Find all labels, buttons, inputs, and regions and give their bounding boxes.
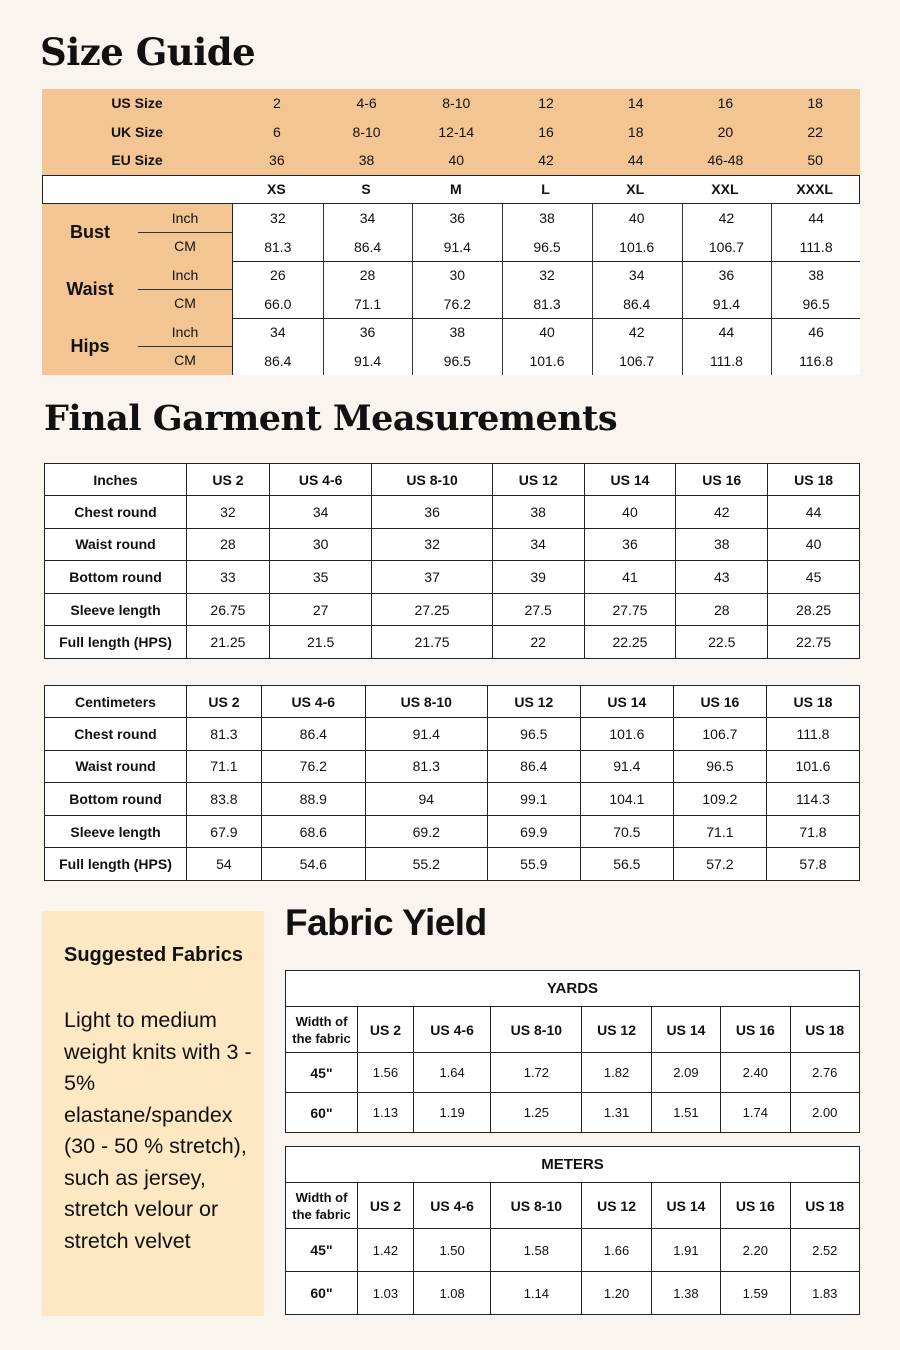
value-cell: 76.2 — [261, 750, 365, 783]
column-divider — [502, 318, 503, 375]
value-cell: 34 — [269, 496, 372, 529]
measurement-inch-cell: 36 — [359, 324, 376, 340]
size-conversion-cell: 2 — [272, 95, 281, 111]
size-header: US 14 — [651, 1183, 720, 1229]
column-divider — [771, 204, 772, 261]
table-row — [45, 561, 860, 594]
yield-cell: 1.64 — [413, 1053, 491, 1093]
width-header — [286, 1183, 358, 1229]
measurement-label-cell — [42, 261, 232, 318]
value-cell: 54.6 — [261, 848, 365, 881]
measurement-inch-cell: 34 — [359, 210, 376, 226]
size-system-label: UK Size — [110, 123, 164, 140]
measurement-inch-cell: 40 — [628, 210, 645, 226]
size-guide-table — [42, 89, 860, 375]
size-conversion-cell: 46-48 — [707, 152, 744, 168]
row-label: Chest round — [45, 718, 187, 751]
size-conversion-cell: 40 — [448, 152, 465, 168]
value-cell: 22 — [492, 626, 584, 659]
unit-caption: YARDS — [286, 971, 860, 1007]
table-row — [45, 848, 860, 881]
yield-cell: 1.58 — [491, 1229, 582, 1272]
size-header: US 12 — [582, 1007, 651, 1053]
row-label: Bottom round — [45, 561, 187, 594]
yield-cell: 1.08 — [413, 1272, 491, 1315]
unit-cm-label: CM — [174, 295, 196, 311]
header-row — [286, 1183, 860, 1229]
column-divider — [323, 204, 324, 261]
size-header: US 8-10 — [372, 464, 492, 496]
unit-caption: METERS — [286, 1147, 860, 1183]
yield-cell: 1.19 — [413, 1093, 491, 1133]
fabric-yield-meters-table — [285, 1146, 860, 1315]
yield-cell: 1.74 — [721, 1093, 790, 1133]
size-conversion-cell: 50 — [807, 152, 823, 168]
yield-cell: 1.50 — [413, 1229, 491, 1272]
column-divider — [592, 261, 593, 318]
yield-cell: 1.72 — [491, 1053, 582, 1093]
final-measurements-title: Final Garment Measurements — [44, 398, 618, 439]
size-header: US 2 — [187, 464, 270, 496]
body-measurements — [42, 204, 860, 375]
column-divider — [502, 204, 503, 261]
measurement-inch-cell: 34 — [628, 267, 645, 283]
value-cell: 40 — [768, 528, 860, 561]
value-cell: 21.5 — [269, 626, 372, 659]
value-cell: 39 — [492, 561, 584, 594]
size-header: US 18 — [790, 1183, 859, 1229]
column-divider — [412, 318, 413, 375]
column-divider — [323, 318, 324, 375]
letter-size-cell: XS — [267, 181, 286, 197]
size-conversion-cell: 18 — [627, 123, 644, 140]
value-cell: 38 — [676, 528, 768, 561]
value-cell: 28 — [187, 528, 270, 561]
measurement-inch-cell: 32 — [539, 267, 555, 283]
measurement-cm-cell: 71.1 — [353, 295, 382, 312]
yield-cell: 1.91 — [651, 1229, 720, 1272]
value-cell: 114.3 — [766, 783, 859, 816]
header-row — [45, 686, 860, 718]
fabric-width-label: 60" — [286, 1093, 358, 1133]
value-cell: 38 — [492, 496, 584, 529]
measurement-cm-cell: 101.6 — [619, 238, 655, 255]
size-header: US 8-10 — [491, 1183, 582, 1229]
size-system-label: EU Size — [111, 152, 163, 168]
size-header: US 12 — [582, 1183, 651, 1229]
letter-size-cell: L — [541, 181, 550, 197]
size-guide-title: Size Guide — [40, 30, 256, 74]
measurement-inch-cell: 44 — [808, 210, 824, 226]
fabric-width-label: 60" — [286, 1272, 358, 1315]
measurement-cm-cell: 86.4 — [623, 295, 651, 312]
yield-cell: 1.66 — [582, 1229, 651, 1272]
size-header: US 4-6 — [413, 1007, 491, 1053]
width-label-line2: the fabric — [292, 1030, 351, 1046]
measurement-cm-cell: 86.4 — [353, 238, 382, 255]
value-cell: 111.8 — [766, 718, 859, 751]
table-row — [45, 496, 860, 529]
measurement-inch-cell: 46 — [808, 324, 824, 340]
yield-cell: 1.38 — [651, 1272, 720, 1315]
size-header: US 14 — [580, 686, 673, 718]
measurement-inch-cell: 38 — [808, 267, 824, 283]
value-cell: 94 — [365, 783, 487, 816]
measurement-inch-cell: 40 — [539, 324, 555, 340]
value-cell: 86.4 — [487, 750, 580, 783]
yield-cell: 1.25 — [491, 1093, 582, 1133]
measurement-inch-cell: 38 — [539, 210, 555, 226]
garment-measurements-cm-table — [44, 685, 860, 881]
measurement-inch-cell: 30 — [449, 267, 466, 283]
size-conversion-cell: 18 — [807, 95, 823, 111]
measurement-inch-cell: 38 — [449, 324, 466, 340]
size-header: US 8-10 — [491, 1007, 582, 1053]
caption-row — [286, 1147, 860, 1183]
column-divider — [771, 318, 772, 375]
unit-cm-label: CM — [174, 352, 196, 368]
size-conversion-cell: 22 — [807, 123, 823, 140]
row-label: Waist round — [45, 528, 187, 561]
value-cell: 27.75 — [584, 593, 676, 626]
value-cell: 106.7 — [673, 718, 766, 751]
value-cell: 68.6 — [261, 815, 365, 848]
value-cell: 33 — [187, 561, 270, 594]
measurement-values — [232, 261, 860, 318]
size-header: US 12 — [492, 464, 584, 496]
value-cell: 104.1 — [580, 783, 673, 816]
yield-cell: 1.42 — [358, 1229, 414, 1272]
measurement-inch-cell: 34 — [270, 324, 286, 340]
size-conversion-cell: 16 — [717, 95, 734, 111]
garment-measurements-inches-table — [44, 463, 860, 659]
yield-cell: 2.76 — [790, 1053, 859, 1093]
value-cell: 21.75 — [372, 626, 492, 659]
value-cell: 67.9 — [187, 815, 262, 848]
row-label: Chest round — [45, 496, 187, 529]
value-cell: 86.4 — [261, 718, 365, 751]
column-divider — [682, 204, 683, 261]
suggested-fabrics-title: Suggested Fabrics — [64, 944, 243, 966]
yield-cell: 1.20 — [582, 1272, 651, 1315]
size-conversion-cell: 12 — [538, 95, 554, 111]
yield-cell: 1.14 — [491, 1272, 582, 1315]
size-conversion-cell: 20 — [717, 123, 734, 140]
width-label-line1: Width of — [295, 1013, 348, 1029]
measurement-cm-cell: 76.2 — [443, 295, 471, 312]
table-row — [286, 1053, 860, 1093]
value-cell: 56.5 — [580, 848, 673, 881]
letter-size-cell: M — [449, 181, 462, 197]
size-conversion-cell: 38 — [358, 152, 375, 168]
row-label: Bottom round — [45, 783, 187, 816]
table-row — [286, 1229, 860, 1272]
value-cell: 22.25 — [584, 626, 676, 659]
size-conversion-cell: 42 — [538, 152, 554, 168]
value-cell: 71.1 — [673, 815, 766, 848]
size-conversion-cell: 8-10 — [352, 123, 381, 140]
table-row — [45, 718, 860, 751]
value-cell: 21.25 — [187, 626, 270, 659]
measurement-cm-cell: 81.3 — [264, 238, 292, 255]
size-conversion-cell: 12-14 — [438, 123, 475, 140]
value-cell: 42 — [676, 496, 768, 529]
size-header: US 2 — [187, 686, 262, 718]
measurement-cm-cell: 96.5 — [443, 352, 471, 369]
letter-size-cell: XXXL — [796, 181, 833, 197]
value-cell: 26.75 — [187, 593, 270, 626]
size-conversion-row — [42, 118, 860, 146]
yield-cell: 2.40 — [721, 1053, 790, 1093]
value-cell: 96.5 — [487, 718, 580, 751]
letter-size-row — [42, 175, 860, 204]
measurement-band — [42, 318, 860, 375]
fabric-width-label: 45" — [286, 1229, 358, 1272]
value-cell: 99.1 — [487, 783, 580, 816]
value-cell: 109.2 — [673, 783, 766, 816]
measurement-cm-cell: 106.7 — [708, 238, 744, 255]
column-divider — [592, 204, 593, 261]
fabric-yield-title: Fabric Yield — [285, 902, 487, 943]
value-cell: 70.5 — [580, 815, 673, 848]
measurement-label-cell — [42, 204, 232, 261]
value-cell: 69.9 — [487, 815, 580, 848]
size-conversion-row — [42, 89, 860, 117]
width-header — [286, 1007, 358, 1053]
unit-inch-label: Inch — [171, 324, 199, 340]
measurement-inch-cell: 42 — [628, 324, 645, 340]
value-cell: 91.4 — [365, 718, 487, 751]
value-cell: 83.8 — [187, 783, 262, 816]
value-cell: 41 — [584, 561, 676, 594]
yield-cell: 2.09 — [651, 1053, 720, 1093]
row-label: Sleeve length — [45, 593, 187, 626]
measurement-inch-cell: 36 — [718, 267, 735, 283]
size-header: US 4-6 — [261, 686, 365, 718]
measurement-band — [42, 204, 860, 261]
value-cell: 71.8 — [766, 815, 859, 848]
size-conversion-cell: 16 — [538, 123, 554, 140]
measurement-name: Bust — [70, 222, 110, 242]
measurement-inch-cell: 44 — [718, 324, 735, 340]
caption-row — [286, 971, 860, 1007]
size-header: US 18 — [790, 1007, 859, 1053]
measurement-cm-cell: 91.4 — [353, 352, 382, 369]
row-label: Full length (HPS) — [45, 848, 187, 881]
measurement-inch-cell: 28 — [359, 267, 376, 283]
yield-cell: 1.83 — [790, 1272, 859, 1315]
value-cell: 44 — [768, 496, 860, 529]
size-header: US 16 — [721, 1183, 790, 1229]
size-header: US 18 — [766, 686, 859, 718]
row-label: Waist round — [45, 750, 187, 783]
value-cell: 37 — [372, 561, 492, 594]
measurement-cm-cell: 96.5 — [802, 295, 830, 312]
value-cell: 101.6 — [580, 718, 673, 751]
fabric-yield-yards-table — [285, 970, 860, 1133]
letter-size-cell: S — [361, 181, 371, 197]
yield-cell: 2.00 — [790, 1093, 859, 1133]
letter-size-cell: XXL — [711, 181, 739, 197]
measurement-inch-cell: 32 — [270, 210, 286, 226]
measurement-inch-cell: 36 — [449, 210, 466, 226]
size-header: US 14 — [584, 464, 676, 496]
value-cell: 81.3 — [187, 718, 262, 751]
table-row — [45, 593, 860, 626]
column-divider — [592, 318, 593, 375]
column-divider — [323, 261, 324, 318]
table-row — [45, 783, 860, 816]
size-conversion-row — [42, 146, 860, 174]
value-cell: 55.9 — [487, 848, 580, 881]
value-cell: 101.6 — [766, 750, 859, 783]
size-header: US 12 — [487, 686, 580, 718]
value-cell: 32 — [372, 528, 492, 561]
header-row — [45, 464, 860, 496]
measurement-cm-cell: 91.4 — [443, 238, 471, 255]
value-cell: 34 — [492, 528, 584, 561]
value-cell: 96.5 — [673, 750, 766, 783]
size-header: US 2 — [358, 1183, 414, 1229]
value-cell: 54 — [187, 848, 262, 881]
header-row — [286, 1007, 860, 1053]
value-cell: 27 — [269, 593, 372, 626]
measurement-cm-cell: 86.4 — [264, 352, 292, 369]
table-row — [45, 750, 860, 783]
value-cell: 57.8 — [766, 848, 859, 881]
value-cell: 28.25 — [768, 593, 860, 626]
value-cell: 22.75 — [768, 626, 860, 659]
size-header: US 14 — [651, 1007, 720, 1053]
value-cell: 27.5 — [492, 593, 584, 626]
unit-inch-label: Inch — [171, 210, 199, 226]
column-divider — [682, 318, 683, 375]
yield-cell: 1.03 — [358, 1272, 414, 1315]
size-system-label: US Size — [111, 95, 163, 111]
measurement-cm-cell: 116.8 — [799, 352, 834, 369]
value-cell: 81.3 — [365, 750, 487, 783]
value-cell: 88.9 — [261, 783, 365, 816]
width-label-line1: Width of — [295, 1189, 348, 1205]
measurement-inch-cell: 26 — [270, 267, 286, 283]
measurement-label-cell — [42, 318, 232, 375]
measurement-cm-cell: 91.4 — [712, 295, 741, 312]
unit-header: Centimeters — [45, 686, 187, 718]
value-cell: 57.2 — [673, 848, 766, 881]
unit-header: Inches — [45, 464, 187, 496]
value-cell: 36 — [372, 496, 492, 529]
column-divider — [682, 261, 683, 318]
size-header: US 16 — [721, 1007, 790, 1053]
row-label: Sleeve length — [45, 815, 187, 848]
measurement-band — [42, 261, 860, 318]
size-conversion-cell: 8-10 — [442, 95, 471, 111]
suggested-fabrics-panel — [42, 911, 264, 1316]
yield-cell: 2.20 — [721, 1229, 790, 1272]
yield-cell: 1.59 — [721, 1272, 790, 1315]
size-header: US 2 — [358, 1007, 414, 1053]
size-conversion-cell: 6 — [272, 123, 281, 140]
column-divider — [412, 261, 413, 318]
value-cell: 91.4 — [580, 750, 673, 783]
size-header: US 16 — [676, 464, 768, 496]
yield-cell: 1.56 — [358, 1053, 414, 1093]
size-header: US 4-6 — [413, 1183, 491, 1229]
size-header: US 8-10 — [365, 686, 487, 718]
band-divider — [232, 261, 860, 262]
value-cell: 30 — [269, 528, 372, 561]
row-label: Full length (HPS) — [45, 626, 187, 659]
value-cell: 28 — [676, 593, 768, 626]
suggested-fabrics-text: Light to medium weight knits with 3 - 5% elastane/spandex (30 - 50 % stretch), such as jersey, stretch velour or stretch velvet — [64, 1008, 252, 1253]
value-cell: 45 — [768, 561, 860, 594]
measurement-cm-cell: 111.8 — [709, 352, 743, 369]
measurement-inch-cell: 42 — [718, 210, 735, 226]
value-cell: 71.1 — [187, 750, 262, 783]
measurement-cm-cell: 81.3 — [533, 295, 561, 312]
fabric-width-label: 45" — [286, 1053, 358, 1093]
value-cell: 43 — [676, 561, 768, 594]
measurement-cm-cell: 106.7 — [619, 352, 655, 369]
table-row — [286, 1093, 860, 1133]
yield-cell: 2.52 — [790, 1229, 859, 1272]
value-cell: 36 — [584, 528, 676, 561]
table-row — [286, 1272, 860, 1315]
table-row — [45, 528, 860, 561]
measurement-values — [232, 204, 860, 261]
yield-cell: 1.51 — [651, 1093, 720, 1133]
value-cell: 40 — [584, 496, 676, 529]
table-row — [45, 626, 860, 659]
value-cell: 22.5 — [676, 626, 768, 659]
value-cell: 27.25 — [372, 593, 492, 626]
measurement-values — [232, 318, 860, 375]
size-header: US 18 — [768, 464, 860, 496]
column-divider — [412, 204, 413, 261]
size-header: US 16 — [673, 686, 766, 718]
measurement-cm-cell: 96.5 — [533, 238, 561, 255]
size-conversion-cell: 4-6 — [356, 95, 377, 111]
value-cell: 55.2 — [365, 848, 487, 881]
value-cell: 35 — [269, 561, 372, 594]
table-row — [45, 815, 860, 848]
measurement-name: Hips — [70, 336, 110, 356]
letter-size-cell: XL — [626, 181, 645, 197]
value-cell: 69.2 — [365, 815, 487, 848]
measurement-cm-cell: 101.6 — [529, 352, 565, 369]
column-divider — [771, 261, 772, 318]
measurement-name: Waist — [66, 279, 114, 299]
size-conversion-cell: 14 — [627, 95, 644, 111]
yield-cell: 1.82 — [582, 1053, 651, 1093]
band-divider — [232, 318, 860, 319]
width-label-line2: the fabric — [292, 1206, 351, 1222]
unit-inch-label: Inch — [171, 267, 199, 283]
size-conversion-cell: 36 — [269, 152, 285, 168]
unit-cm-label: CM — [174, 238, 196, 254]
size-conversion-cell: 44 — [627, 152, 644, 168]
column-divider — [502, 261, 503, 318]
measurement-cm-cell: 111.8 — [799, 238, 833, 255]
measurement-cm-cell: 66.0 — [264, 295, 292, 312]
size-header: US 4-6 — [269, 464, 372, 496]
yield-cell: 1.31 — [582, 1093, 651, 1133]
value-cell: 32 — [187, 496, 270, 529]
yield-cell: 1.13 — [358, 1093, 414, 1133]
